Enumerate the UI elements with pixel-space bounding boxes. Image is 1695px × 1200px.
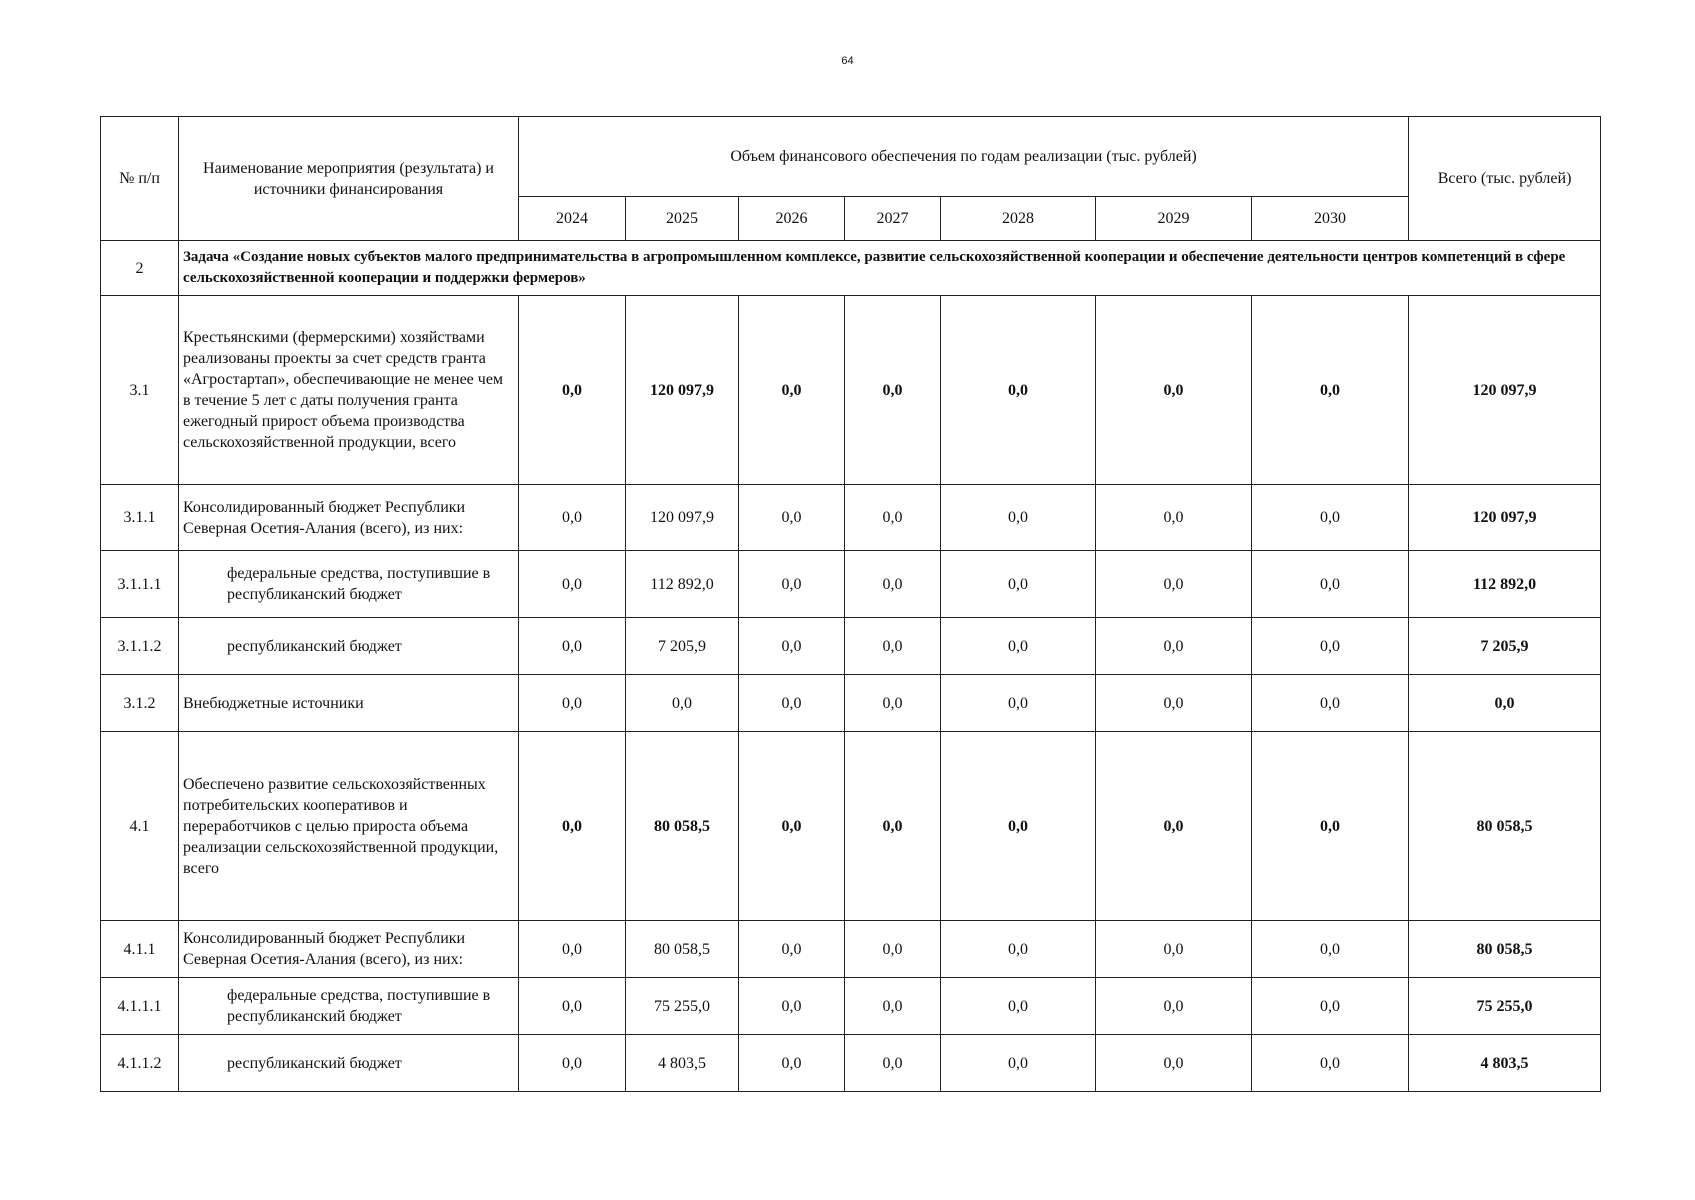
value-cell: 75 255,0 bbox=[626, 978, 739, 1035]
value-cell: 0,0 bbox=[845, 675, 941, 732]
value-cell: 0,0 bbox=[519, 296, 626, 485]
value-cell: 0,0 bbox=[941, 1035, 1096, 1092]
header-year: 2029 bbox=[1096, 197, 1252, 241]
value-cell: 0,0 bbox=[1096, 921, 1252, 978]
table-row bbox=[101, 485, 1601, 551]
table-row bbox=[101, 675, 1601, 732]
value-cell: 0,0 bbox=[1252, 296, 1409, 485]
total-cell: 120 097,9 bbox=[1409, 485, 1601, 551]
value-cell: 0,0 bbox=[845, 485, 941, 551]
row-number: 4.1.1.1 bbox=[101, 978, 179, 1035]
value-cell: 0,0 bbox=[941, 551, 1096, 618]
value-cell: 0,0 bbox=[941, 675, 1096, 732]
value-cell: 0,0 bbox=[1096, 675, 1252, 732]
header-years-group: Объем финансового обеспечения по годам реализации (тыс. рублей) bbox=[519, 117, 1409, 197]
header-number: № п/п bbox=[101, 117, 179, 241]
value-cell: 0,0 bbox=[739, 296, 845, 485]
value-cell: 0,0 bbox=[519, 978, 626, 1035]
value-cell: 0,0 bbox=[1096, 732, 1252, 921]
value-cell: 0,0 bbox=[941, 921, 1096, 978]
table-row bbox=[101, 732, 1601, 921]
value-cell: 0,0 bbox=[941, 485, 1096, 551]
row-number: 3.1.1 bbox=[101, 485, 179, 551]
table-row bbox=[101, 296, 1601, 485]
total-cell: 75 255,0 bbox=[1409, 978, 1601, 1035]
row-name: республиканский бюджет bbox=[179, 1035, 519, 1092]
value-cell: 0,0 bbox=[1096, 1035, 1252, 1092]
value-cell: 0,0 bbox=[845, 551, 941, 618]
value-cell: 0,0 bbox=[519, 551, 626, 618]
value-cell: 112 892,0 bbox=[626, 551, 739, 618]
header-year: 2027 bbox=[845, 197, 941, 241]
row-number: 3.1 bbox=[101, 296, 179, 485]
financing-table bbox=[100, 116, 1601, 1092]
header-row-top bbox=[101, 117, 1601, 197]
task-number: 2 bbox=[101, 241, 179, 296]
value-cell: 0,0 bbox=[941, 978, 1096, 1035]
value-cell: 0,0 bbox=[1096, 618, 1252, 675]
total-cell: 80 058,5 bbox=[1409, 921, 1601, 978]
total-cell: 120 097,9 bbox=[1409, 296, 1601, 485]
header-year: 2030 bbox=[1252, 197, 1409, 241]
value-cell: 0,0 bbox=[739, 618, 845, 675]
total-cell: 80 058,5 bbox=[1409, 732, 1601, 921]
row-number: 3.1.1.2 bbox=[101, 618, 179, 675]
value-cell: 120 097,9 bbox=[626, 296, 739, 485]
value-cell: 0,0 bbox=[1252, 921, 1409, 978]
value-cell: 0,0 bbox=[519, 921, 626, 978]
task-text: Задача «Создание новых субъектов малого предпринимательства в агропромышленном комплексе, развитие сельскохозяйственной кооперации и обеспечение деятельности центров компетенций в сфере сельскохозяйственной кооперации и поддержки фермеров» bbox=[179, 241, 1601, 296]
value-cell: 0,0 bbox=[941, 732, 1096, 921]
value-cell: 0,0 bbox=[519, 618, 626, 675]
header-year: 2026 bbox=[739, 197, 845, 241]
value-cell: 0,0 bbox=[1252, 618, 1409, 675]
value-cell: 0,0 bbox=[1252, 551, 1409, 618]
row-number: 4.1.1.2 bbox=[101, 1035, 179, 1092]
header-name: Наименование мероприятия (результата) и источники финансирования bbox=[179, 117, 519, 241]
row-number: 4.1 bbox=[101, 732, 179, 921]
row-number: 4.1.1 bbox=[101, 921, 179, 978]
table-row bbox=[101, 921, 1601, 978]
value-cell: 0,0 bbox=[739, 921, 845, 978]
page-number: 64 bbox=[841, 55, 854, 67]
header-year: 2025 bbox=[626, 197, 739, 241]
row-name: федеральные средства, поступившие в республиканский бюджет bbox=[179, 551, 519, 618]
value-cell: 0,0 bbox=[739, 978, 845, 1035]
row-name: республиканский бюджет bbox=[179, 618, 519, 675]
value-cell: 0,0 bbox=[739, 675, 845, 732]
value-cell: 0,0 bbox=[739, 732, 845, 921]
value-cell: 0,0 bbox=[739, 1035, 845, 1092]
value-cell: 0,0 bbox=[739, 551, 845, 618]
value-cell: 0,0 bbox=[1252, 1035, 1409, 1092]
header-total: Всего (тыс. рублей) bbox=[1409, 117, 1601, 241]
value-cell: 0,0 bbox=[1096, 296, 1252, 485]
row-name: Обеспечено развитие сельскохозяйственных потребительских кооперативов и переработчиков с целью прироста объема реализации сельскохозяйственной продукции, всего bbox=[179, 732, 519, 921]
row-name: федеральные средства, поступившие в республиканский бюджет bbox=[179, 978, 519, 1035]
value-cell: 80 058,5 bbox=[626, 921, 739, 978]
value-cell: 0,0 bbox=[845, 618, 941, 675]
value-cell: 0,0 bbox=[1252, 732, 1409, 921]
value-cell: 7 205,9 bbox=[626, 618, 739, 675]
value-cell: 0,0 bbox=[519, 1035, 626, 1092]
row-name: Крестьянскими (фермерскими) хозяйствами реализованы проекты за счет средств гранта «Агростартап», обеспечивающие не менее чем в течение 5 лет с даты получения гранта ежегодный прирост объема производства сельскохозяйственной продукции, всего bbox=[179, 296, 519, 485]
total-cell: 7 205,9 bbox=[1409, 618, 1601, 675]
value-cell: 0,0 bbox=[519, 485, 626, 551]
value-cell: 0,0 bbox=[1252, 675, 1409, 732]
value-cell: 0,0 bbox=[519, 675, 626, 732]
value-cell: 0,0 bbox=[626, 675, 739, 732]
value-cell: 0,0 bbox=[941, 296, 1096, 485]
value-cell: 0,0 bbox=[1252, 485, 1409, 551]
row-name: Консолидированный бюджет Республики Северная Осетия-Алания (всего), из них: bbox=[179, 921, 519, 978]
value-cell: 0,0 bbox=[519, 732, 626, 921]
value-cell: 0,0 bbox=[1096, 551, 1252, 618]
total-cell: 4 803,5 bbox=[1409, 1035, 1601, 1092]
row-number: 3.1.1.1 bbox=[101, 551, 179, 618]
row-name: Консолидированный бюджет Республики Северная Осетия-Алания (всего), из них: bbox=[179, 485, 519, 551]
table-row bbox=[101, 978, 1601, 1035]
value-cell: 0,0 bbox=[845, 1035, 941, 1092]
table-row bbox=[101, 618, 1601, 675]
value-cell: 120 097,9 bbox=[626, 485, 739, 551]
value-cell: 0,0 bbox=[941, 618, 1096, 675]
value-cell: 0,0 bbox=[845, 732, 941, 921]
total-cell: 112 892,0 bbox=[1409, 551, 1601, 618]
header-year: 2028 bbox=[941, 197, 1096, 241]
value-cell: 4 803,5 bbox=[626, 1035, 739, 1092]
task-row bbox=[101, 241, 1601, 296]
value-cell: 80 058,5 bbox=[626, 732, 739, 921]
total-cell: 0,0 bbox=[1409, 675, 1601, 732]
value-cell: 0,0 bbox=[845, 921, 941, 978]
value-cell: 0,0 bbox=[1096, 978, 1252, 1035]
row-name: Внебюджетные источники bbox=[179, 675, 519, 732]
table-row bbox=[101, 1035, 1601, 1092]
value-cell: 0,0 bbox=[739, 485, 845, 551]
table-row bbox=[101, 551, 1601, 618]
header-year: 2024 bbox=[519, 197, 626, 241]
value-cell: 0,0 bbox=[845, 296, 941, 485]
row-number: 3.1.2 bbox=[101, 675, 179, 732]
value-cell: 0,0 bbox=[845, 978, 941, 1035]
value-cell: 0,0 bbox=[1096, 485, 1252, 551]
value-cell: 0,0 bbox=[1252, 978, 1409, 1035]
